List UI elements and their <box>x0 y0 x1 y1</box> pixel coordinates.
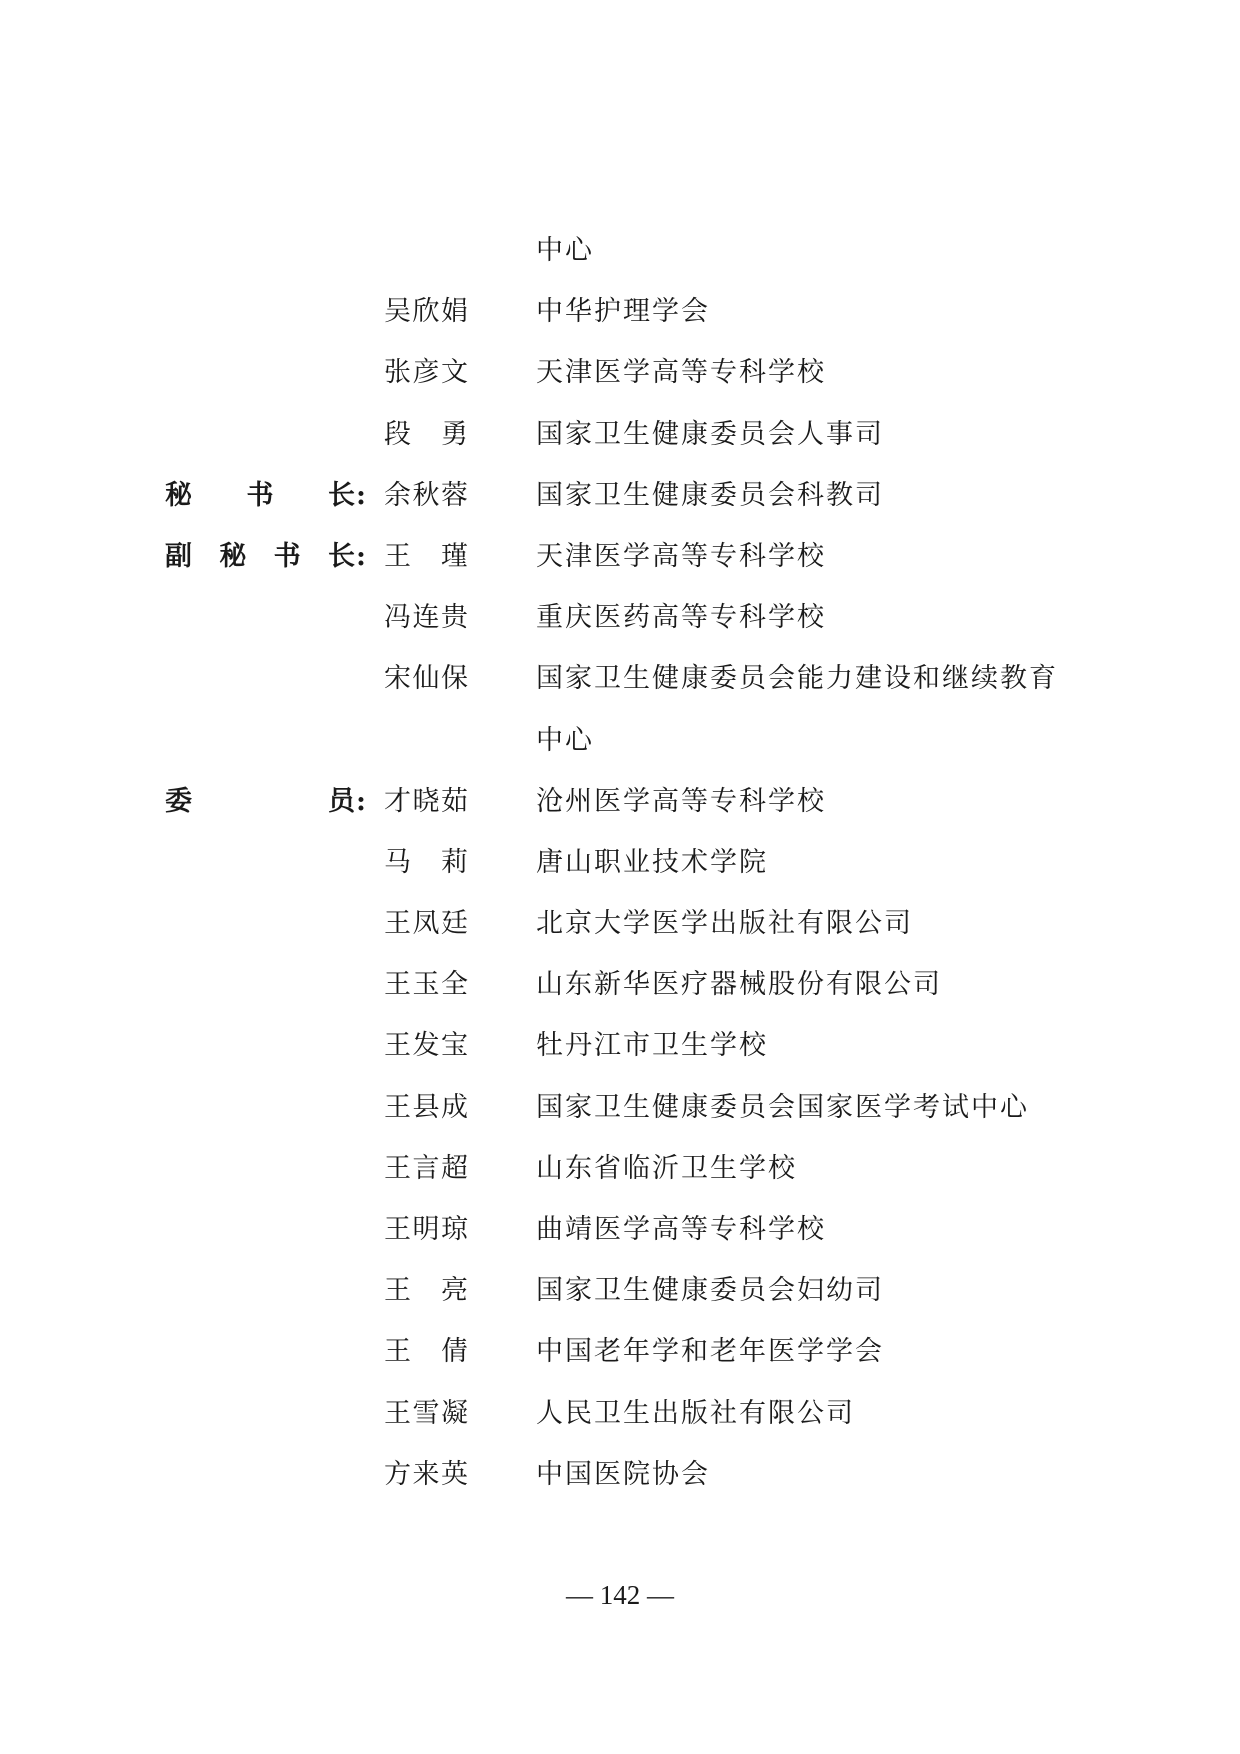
member-name: 王亮 <box>384 1275 468 1307</box>
member-name: 王明琼 <box>384 1214 468 1245</box>
member-name: 段勇 <box>384 418 468 450</box>
role-colon: : <box>356 785 366 817</box>
member-organization: 中国老年学和老年医学学会 <box>536 1336 884 1368</box>
list-item <box>0 526 1240 587</box>
list-item <box>0 710 1240 771</box>
member-name: 王玉全 <box>384 969 468 1001</box>
member-organization: 唐山职业技术学院 <box>536 846 768 878</box>
list-item <box>0 587 1240 648</box>
list-item <box>0 1383 1240 1444</box>
list-item <box>0 1077 1240 1138</box>
member-organization: 国家卫生健康委员会国家医学考试中心 <box>536 1091 1029 1123</box>
member-list <box>0 220 1240 1505</box>
member-name: 王雪凝 <box>384 1397 468 1429</box>
member-organization: 中华护理学会 <box>536 296 710 328</box>
list-item <box>0 771 1240 832</box>
list-item <box>0 220 1240 281</box>
role-label: 委员 <box>165 785 355 817</box>
list-item <box>0 1138 1240 1199</box>
role-colon: : <box>356 540 366 572</box>
list-item <box>0 648 1240 709</box>
list-item <box>0 1444 1240 1505</box>
member-name: 方来英 <box>384 1458 468 1490</box>
member-organization: 中心 <box>536 235 594 266</box>
member-organization: 人民卫生出版社有限公司 <box>536 1397 855 1429</box>
member-name: 吴欣娟 <box>384 296 468 328</box>
member-organization: 国家卫生健康委员会人事司 <box>536 418 884 450</box>
member-name: 冯连贵 <box>384 602 468 634</box>
member-organization: 中心 <box>536 724 594 756</box>
member-organization: 重庆医药高等专科学校 <box>536 602 826 634</box>
member-organization: 山东新华医疗器械股份有限公司 <box>536 969 942 1001</box>
member-organization: 山东省临沂卫生学校 <box>536 1152 797 1184</box>
member-name: 王瑾 <box>384 540 468 572</box>
list-item <box>0 893 1240 954</box>
list-item <box>0 404 1240 465</box>
member-name: 王县成 <box>384 1091 468 1123</box>
list-item <box>0 281 1240 342</box>
member-organization: 沧州医学高等专科学校 <box>536 785 826 817</box>
member-organization: 国家卫生健康委员会妇幼司 <box>536 1275 884 1307</box>
member-name: 王言超 <box>384 1152 468 1184</box>
list-item <box>0 342 1240 403</box>
member-name: 王凤廷 <box>384 908 468 940</box>
member-name: 余秋蓉 <box>384 479 468 511</box>
member-organization: 牡丹江市卫生学校 <box>536 1030 768 1062</box>
member-organization: 国家卫生健康委员会科教司 <box>536 479 884 511</box>
page-number: — 142 — <box>566 1580 674 1610</box>
member-name: 王发宝 <box>384 1030 468 1062</box>
list-item <box>0 1015 1240 1076</box>
role-label: 秘书长 <box>165 479 355 511</box>
list-item <box>0 1199 1240 1260</box>
member-organization: 天津医学高等专科学校 <box>536 357 826 389</box>
member-name: 张彦文 <box>384 357 468 389</box>
list-item <box>0 1260 1240 1321</box>
member-name: 宋仙保 <box>384 663 468 695</box>
member-name: 王倩 <box>384 1336 468 1368</box>
role-label: 副秘书长 <box>165 540 355 572</box>
list-item <box>0 465 1240 526</box>
member-organization: 中国医院协会 <box>536 1458 710 1490</box>
list-item <box>0 1321 1240 1382</box>
list-item <box>0 832 1240 893</box>
list-item <box>0 954 1240 1015</box>
member-organization: 天津医学高等专科学校 <box>536 540 826 572</box>
member-organization: 曲靖医学高等专科学校 <box>536 1214 826 1245</box>
member-organization: 北京大学医学出版社有限公司 <box>536 908 913 940</box>
member-name: 马莉 <box>384 846 468 878</box>
member-organization: 国家卫生健康委员会能力建设和继续教育 <box>536 663 1058 695</box>
member-name: 才晓茹 <box>384 785 468 817</box>
role-colon: : <box>356 479 366 511</box>
